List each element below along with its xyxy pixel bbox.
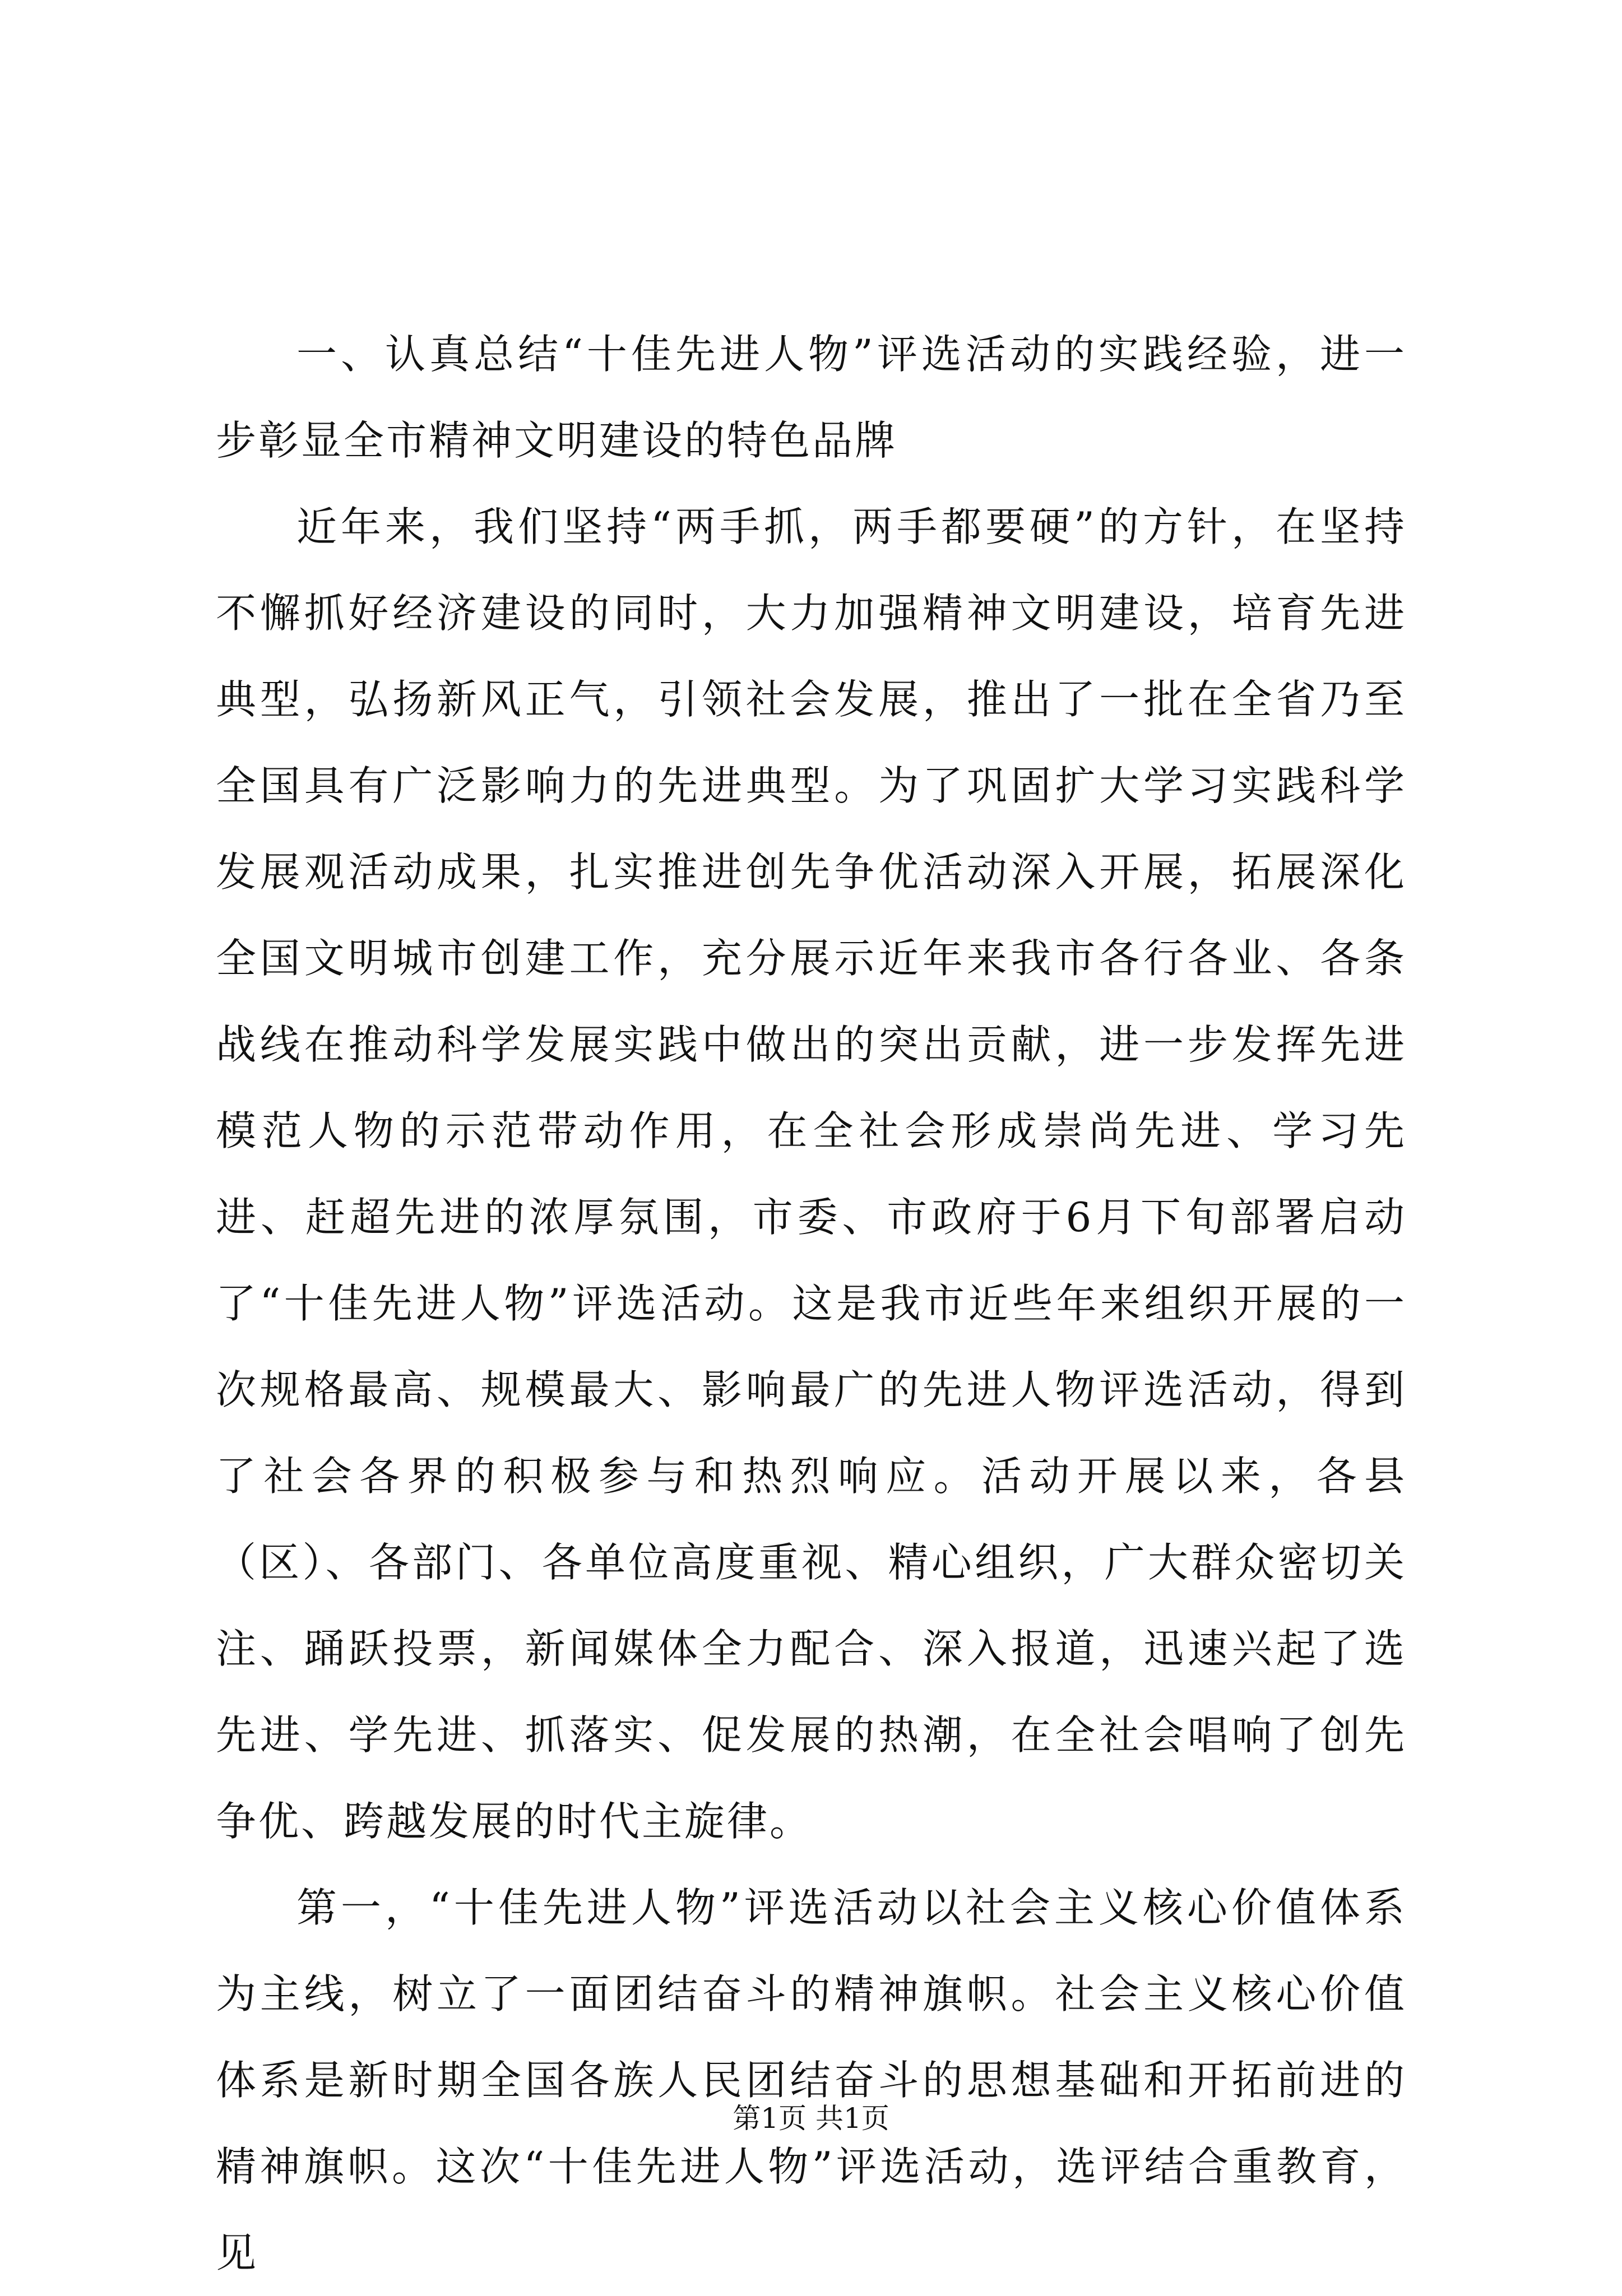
page-footer: 第1页 共1页 [733, 2102, 889, 2135]
body-paragraph: 第一，“十佳先进人物”评选活动以社会主义核心价值体系为主线，树立了一面团结奋斗的精神旗帜。社会主义核心价值体系是新时期全国各族人民团结奋斗的思想基础和开拓前进的精神旗帜。这次“十佳先进人物”评选活动，选评结合重教育，见 [216, 1884, 1407, 2276]
document-body [216, 311, 1407, 2296]
body-paragraph: 近年来，我们坚持“两手抓，两手都要硬”的方针，在坚持不懈抓好经济建设的同时，大力加强精神文明建设，培育先进典型，弘扬新风正气，引领社会发展，推出了一批在全省乃至全国具有广泛影响力的先进典型。为了巩固扩大学习实践科学发展观活动成果，扎实推进创先争优活动深入开展，拓展深化全国文明城市创建工作，充分展示近年来我市各行各业、各条战线在推动科学发展实践中做出的突出贡献，进一步发挥先进模范人物的示范带动作用，在全社会形成崇尚先进、学习先进、赶超先进的浓厚氛围，市委、市政府于6月下旬部署启动了“十佳先进人物”评选活动。这是我市近些年来组织开展的一次规格最高、规模最大、影响最广的先进人物评选活动，得到了社会各界的积极参与和热烈响应。活动开展以来，各县（区）、各部门、各单位高度重视、精心组织，广大群众密切关注、踊跃投票，新闻媒体全力配合、深入报道，迅速兴起了选先进、学先进、抓落实、促发展的热潮，在全社会唱响了创先争优、跨越发展的时代主旋律。 [216, 503, 1407, 1845]
section-heading: 一、认真总结“十佳先进人物”评选活动的实践经验，进一步彰显全市精神文明建设的特色品牌 [216, 331, 1407, 464]
